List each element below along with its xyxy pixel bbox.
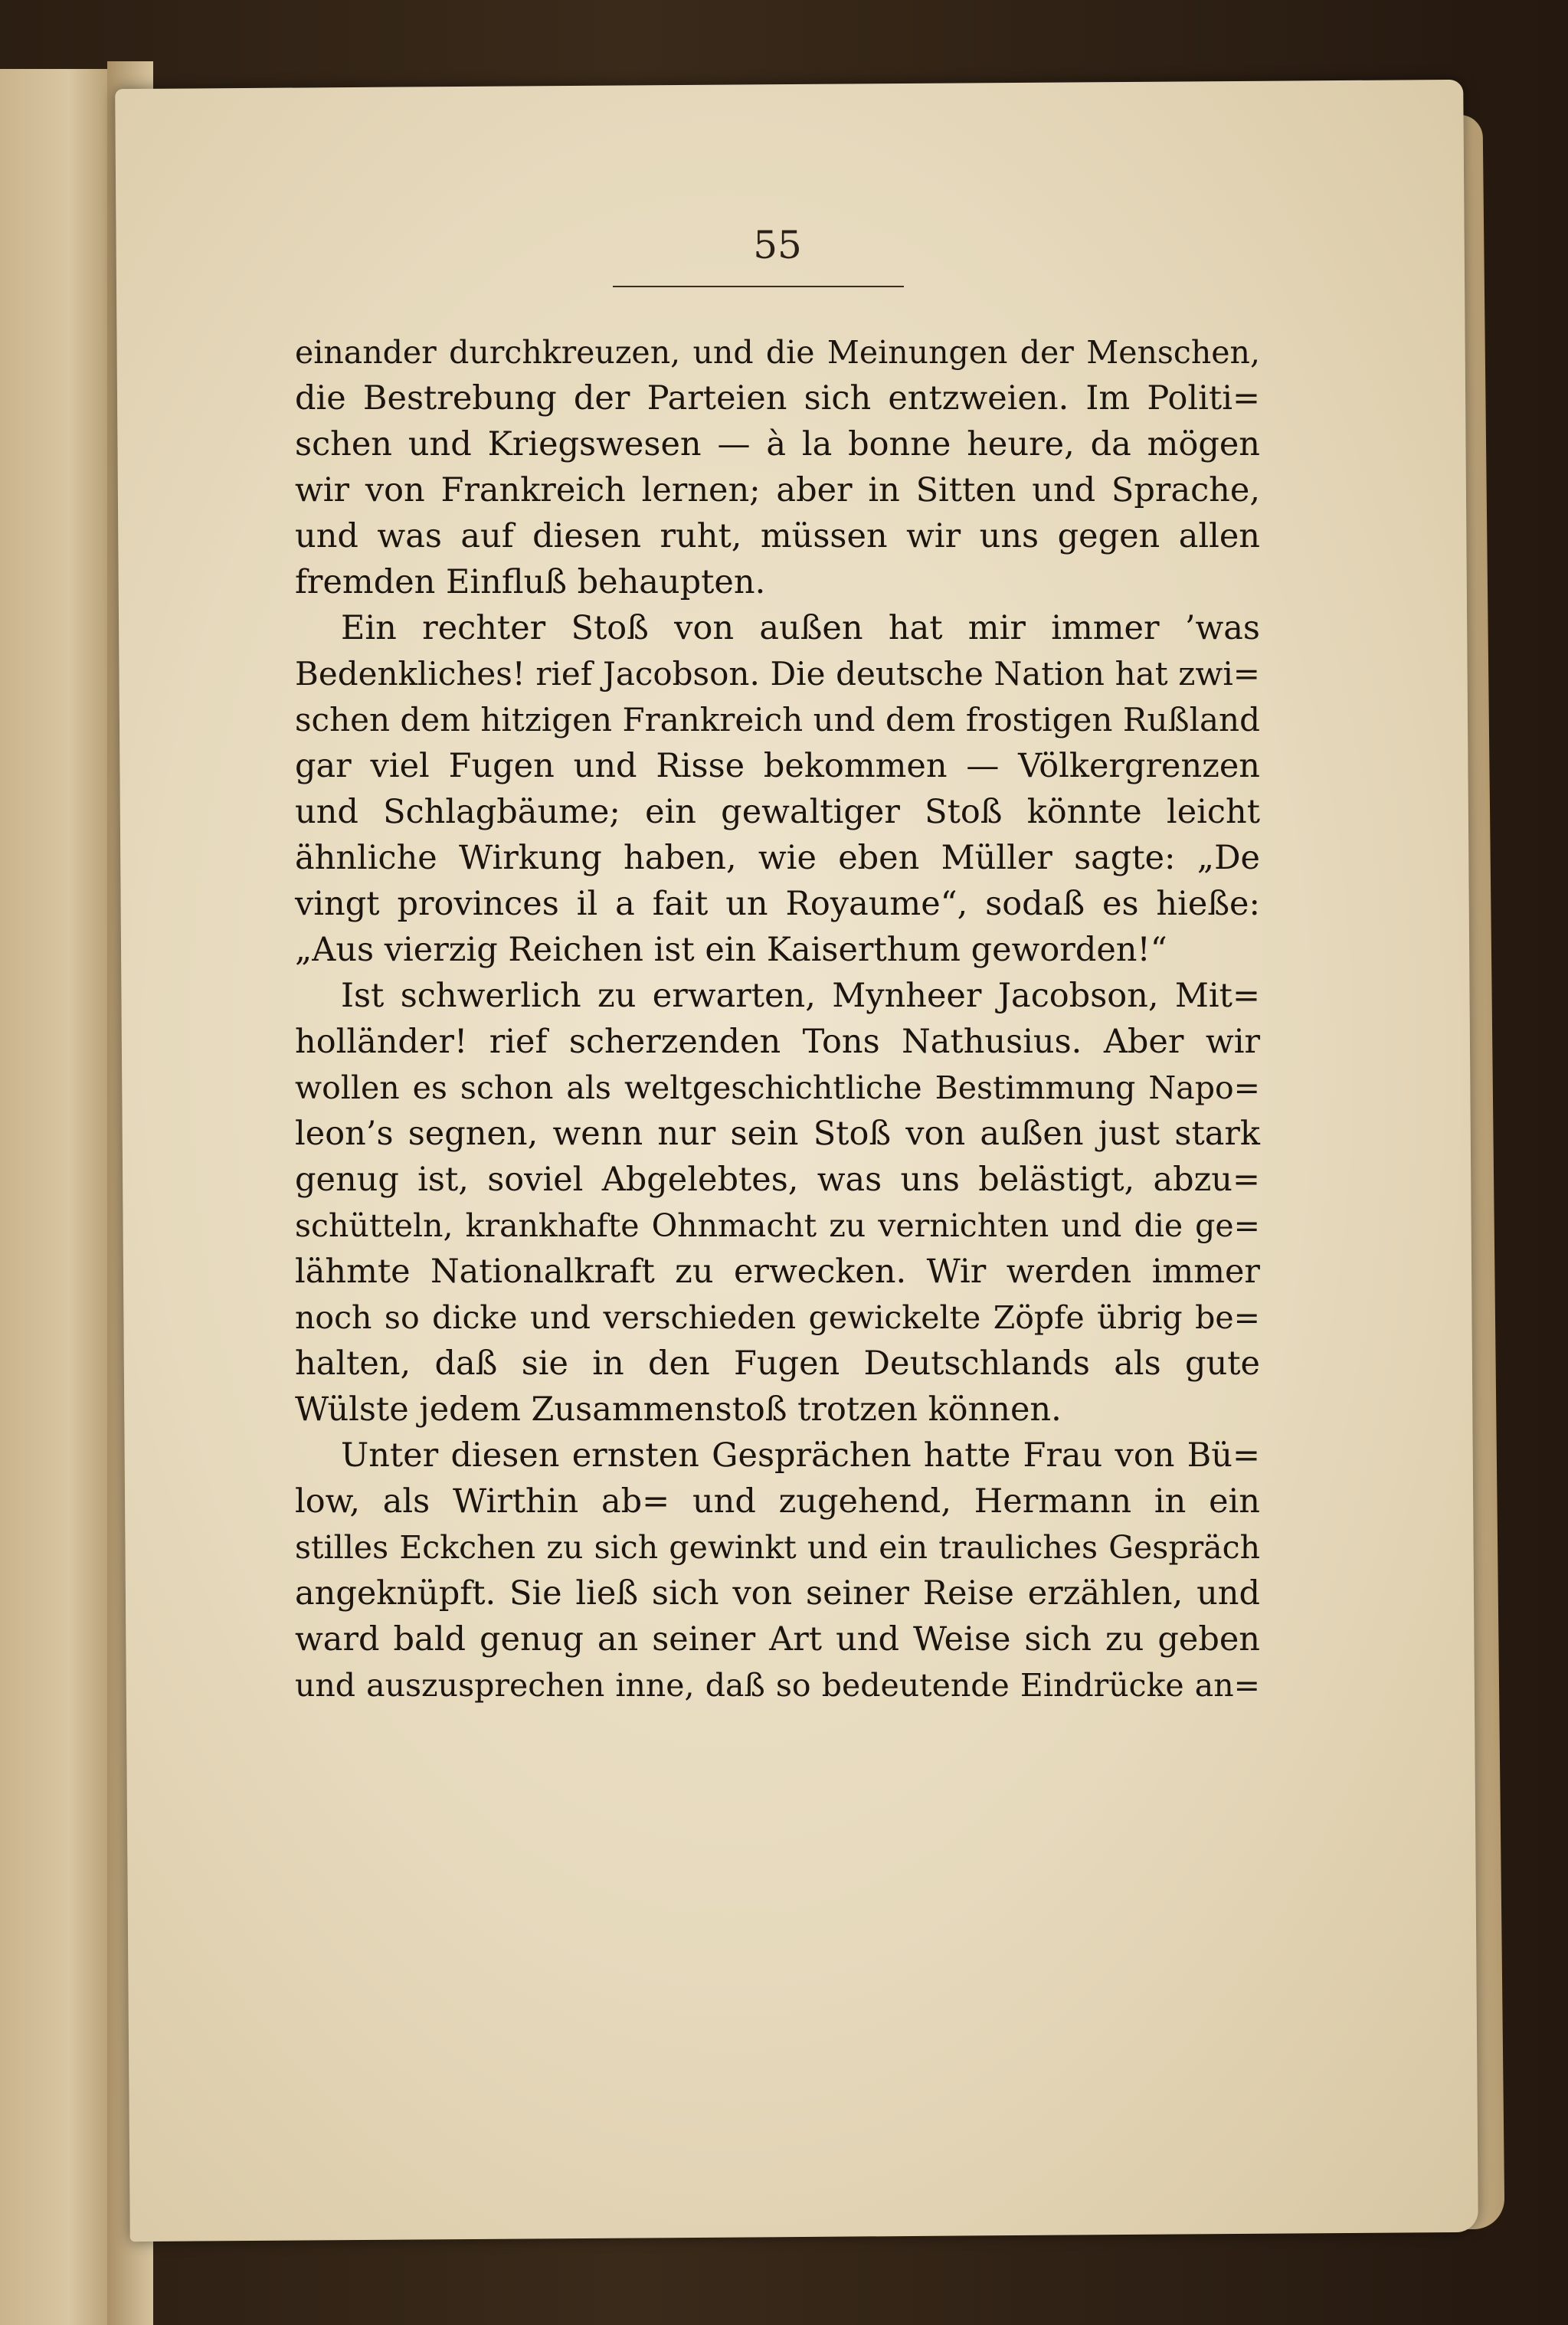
paragraph: [295, 973, 1260, 1433]
text-line: lähmte Nationalkraft zu erwecken. Wir werden immer: [295, 1253, 1260, 1291]
body-text: [295, 329, 1260, 1708]
text-line: leon’s segnen, wenn nur sein Stoß von außen just stark: [295, 1115, 1260, 1153]
text-line: stilles Eckchen zu sich gewinkt und ein trauliches Gespräch: [295, 1529, 1260, 1566]
paragraph: [295, 605, 1260, 973]
text-line: die Bestrebung der Parteien sich entzweien. Im Politi=: [295, 379, 1260, 418]
text-line: fremden Einfluß behaupten.: [295, 563, 766, 601]
text-line: angeknüpft. Sie ließ sich von seiner Reise erzählen, und: [295, 1574, 1260, 1613]
text-line: und auszusprechen inne, daß so bedeutende Eindrücke an=: [295, 1667, 1260, 1704]
paragraph: [295, 1433, 1260, 1708]
text-line: schen und Kriegswesen — à la bonne heure, da mögen: [295, 425, 1260, 463]
text-line: Bedenkliches! rief Jacobson. Die deutsche Nation hat zwi=: [295, 655, 1260, 693]
text-line: ward bald genug an seiner Art und Weise sich zu geben: [295, 1620, 1260, 1659]
text-line: holländer! rief scherzenden Tons Nathusius. Aber wir: [295, 1023, 1260, 1061]
page-number: 55: [753, 223, 802, 267]
page-content: [295, 222, 1260, 1923]
text-line: wollen es schon als weltgeschichtliche Bestimmung Napo=: [295, 1069, 1260, 1106]
text-line: Ist schwerlich zu erwarten, Mynheer Jacobson, Mit=: [341, 977, 1260, 1015]
text-line: Unter diesen ernsten Gesprächen hatte Frau von Bü=: [341, 1436, 1260, 1475]
text-line: und was auf diesen ruht, müssen wir uns gegen allen: [295, 517, 1260, 555]
text-line: genug ist, soviel Abgelebtes, was uns belästigt, abzu=: [295, 1161, 1260, 1199]
text-line: ähnliche Wirkung haben, wie eben Müller sagte: „De: [295, 839, 1260, 877]
text-line: gar viel Fugen und Risse bekommen — Völkergrenzen: [295, 747, 1260, 785]
header-rule: [613, 286, 904, 287]
text-line: schen dem hitzigen Frankreich und dem frostigen Rußland: [295, 701, 1260, 738]
text-line: Wülste jedem Zusammenstoß trotzen können.: [295, 1390, 1062, 1429]
text-line: und Schlagbäume; ein gewaltiger Stoß könnte leicht: [295, 793, 1260, 831]
paragraph: [295, 329, 1260, 605]
text-line: wir von Frankreich lernen; aber in Sitten und Sprache,: [295, 471, 1260, 509]
text-line: Ein rechter Stoß von außen hat mir immer ’was: [341, 609, 1260, 647]
text-line: „Aus vierzig Reichen ist ein Kaiserthum geworden!“: [295, 931, 1167, 969]
text-line: schütteln, krankhafte Ohnmacht zu vernichten und die ge=: [295, 1207, 1260, 1244]
text-line: vingt provinces il a fait un Royaume“, sodaß es hieße:: [295, 885, 1260, 923]
facing-page-edge: [0, 69, 117, 2325]
text-line: low, als Wirthin ab= und zugehend, Hermann in ein: [295, 1482, 1260, 1521]
text-line: noch so dicke und verschieden gewickelte Zöpfe übrig be=: [295, 1299, 1260, 1336]
text-line: einander durchkreuzen, und die Meinungen der Menschen,: [295, 334, 1260, 371]
text-line: halten, daß sie in den Fugen Deutschlands als gute: [295, 1344, 1260, 1383]
